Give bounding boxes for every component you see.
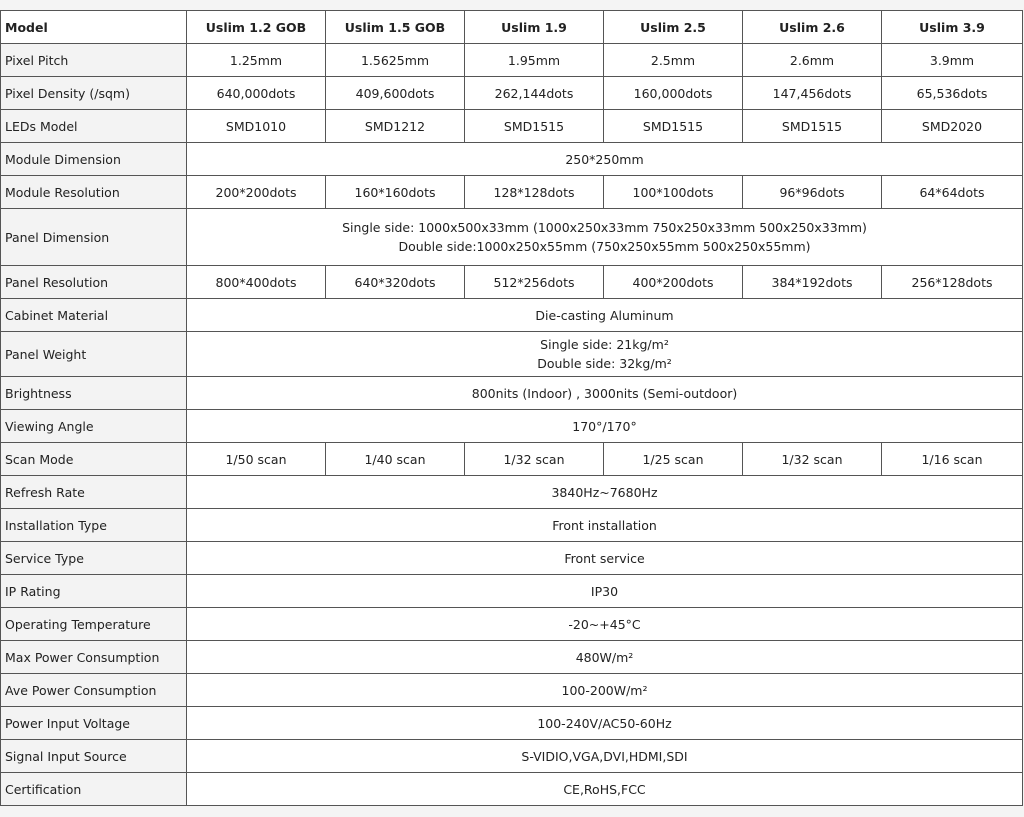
- spec-table-body: [1, 44, 1023, 806]
- spanned-value-cell: [187, 575, 1023, 608]
- spanned-value-cell: [187, 377, 1023, 410]
- value-line: Single side: 1000x500x33mm (1000x250x33mm 750x250x33mm 500x250x33mm): [342, 220, 867, 235]
- value-cell: 128*128dots: [465, 176, 604, 209]
- header-cell: Model: [1, 11, 187, 44]
- row-label: Brightness: [1, 377, 187, 410]
- table-row: [1, 674, 1023, 707]
- spanned-value-cell: [187, 740, 1023, 773]
- table-row: [1, 143, 1023, 176]
- row-label: Signal Input Source: [1, 740, 187, 773]
- row-label: Ave Power Consumption: [1, 674, 187, 707]
- value-cell: 409,600dots: [326, 77, 465, 110]
- spanned-value-cell: [187, 773, 1023, 806]
- row-label: Module Resolution: [1, 176, 187, 209]
- value-line: S-VIDIO,VGA,DVI,HDMI,SDI: [521, 748, 688, 764]
- table-row: [1, 299, 1023, 332]
- value-cell: 384*192dots: [743, 266, 882, 299]
- value-cell: 2.6mm: [743, 44, 882, 77]
- value-cell: 1.95mm: [465, 44, 604, 77]
- value-line: Double side:1000x250x55mm (750x250x55mm 500x250x55mm): [398, 239, 811, 254]
- value-cell: 200*200dots: [187, 176, 326, 209]
- row-label: LEDs Model: [1, 110, 187, 143]
- table-row: [1, 209, 1023, 266]
- spec-table: [0, 10, 1023, 806]
- header-cell: Uslim 1.9: [465, 11, 604, 44]
- row-label: Max Power Consumption: [1, 641, 187, 674]
- table-row: [1, 575, 1023, 608]
- value-cell: 640*320dots: [326, 266, 465, 299]
- spanned-value-cell: [187, 674, 1023, 707]
- spanned-value-cell: [187, 608, 1023, 641]
- value-line: 250*250mm: [565, 151, 644, 167]
- value-line: Front service: [564, 550, 645, 566]
- table-row: [1, 641, 1023, 674]
- row-label: Panel Weight: [1, 332, 187, 377]
- row-label: Certification: [1, 773, 187, 806]
- row-label: Panel Dimension: [1, 209, 187, 266]
- value-cell: 1/25 scan: [604, 443, 743, 476]
- value-cell: 96*96dots: [743, 176, 882, 209]
- table-row: [1, 740, 1023, 773]
- value-cell: 256*128dots: [882, 266, 1023, 299]
- table-row: [1, 773, 1023, 806]
- value-cell: SMD1515: [743, 110, 882, 143]
- value-line: -20~+45°C: [568, 616, 641, 632]
- spanned-value-cell: [187, 509, 1023, 542]
- header-cell: Uslim 2.6: [743, 11, 882, 44]
- value-line: Double side: 32kg/m²: [537, 356, 672, 371]
- table-row: [1, 476, 1023, 509]
- row-label: Installation Type: [1, 509, 187, 542]
- table-row: [1, 332, 1023, 377]
- row-label: Service Type: [1, 542, 187, 575]
- row-label: Refresh Rate: [1, 476, 187, 509]
- value-cell: 64*64dots: [882, 176, 1023, 209]
- value-line: 480W/m²: [575, 649, 634, 665]
- table-row: [1, 176, 1023, 209]
- value-line: IP30: [590, 583, 619, 599]
- header-cell: Uslim 1.5 GOB: [326, 11, 465, 44]
- value-cell: 1/32 scan: [743, 443, 882, 476]
- table-row: [1, 110, 1023, 143]
- row-label: Operating Temperature: [1, 608, 187, 641]
- row-label: Pixel Pitch: [1, 44, 187, 77]
- table-row: [1, 377, 1023, 410]
- spanned-value-cell: [187, 707, 1023, 740]
- row-label: IP Rating: [1, 575, 187, 608]
- value-line: Front installation: [552, 517, 657, 533]
- spanned-value-cell: [187, 332, 1023, 377]
- value-cell: 640,000dots: [187, 77, 326, 110]
- value-line: CE,RoHS,FCC: [563, 781, 646, 797]
- value-cell: SMD1515: [465, 110, 604, 143]
- row-label: Cabinet Material: [1, 299, 187, 332]
- value-cell: 512*256dots: [465, 266, 604, 299]
- table-row: [1, 266, 1023, 299]
- table-row: [1, 608, 1023, 641]
- header-row: [1, 11, 1023, 44]
- value-cell: SMD1010: [187, 110, 326, 143]
- value-line: 100-200W/m²: [561, 682, 648, 698]
- spanned-value-cell: [187, 143, 1023, 176]
- value-cell: 1/32 scan: [465, 443, 604, 476]
- header-cell: Uslim 1.2 GOB: [187, 11, 326, 44]
- row-label: Viewing Angle: [1, 410, 187, 443]
- table-row: [1, 509, 1023, 542]
- value-cell: 1.25mm: [187, 44, 326, 77]
- value-line: Single side: 21kg/m²: [540, 337, 669, 352]
- row-label: Panel Resolution: [1, 266, 187, 299]
- table-row: [1, 443, 1023, 476]
- value-cell: 800*400dots: [187, 266, 326, 299]
- value-cell: 160,000dots: [604, 77, 743, 110]
- table-row: [1, 542, 1023, 575]
- value-cell: 1/40 scan: [326, 443, 465, 476]
- value-cell: SMD2020: [882, 110, 1023, 143]
- value-line: 3840Hz~7680Hz: [551, 484, 658, 500]
- value-cell: 262,144dots: [465, 77, 604, 110]
- header-cell: Uslim 3.9: [882, 11, 1023, 44]
- value-cell: 100*100dots: [604, 176, 743, 209]
- value-line: Die-casting Aluminum: [535, 307, 674, 323]
- row-label: Scan Mode: [1, 443, 187, 476]
- spanned-value-cell: [187, 410, 1023, 443]
- table-row: [1, 707, 1023, 740]
- value-line: 800nits (Indoor) , 3000nits (Semi-outdoor): [471, 385, 738, 401]
- value-line: 170°/170°: [572, 418, 637, 434]
- spanned-value-cell: [187, 299, 1023, 332]
- value-cell: 400*200dots: [604, 266, 743, 299]
- value-cell: 1/16 scan: [882, 443, 1023, 476]
- value-cell: 147,456dots: [743, 77, 882, 110]
- value-cell: 3.9mm: [882, 44, 1023, 77]
- value-cell: 2.5mm: [604, 44, 743, 77]
- row-label: Module Dimension: [1, 143, 187, 176]
- spanned-value-cell: [187, 542, 1023, 575]
- header-cell: Uslim 2.5: [604, 11, 743, 44]
- table-row: [1, 410, 1023, 443]
- table-row: [1, 77, 1023, 110]
- spec-table-container: [0, 10, 1022, 806]
- row-label: Pixel Density (/sqm): [1, 77, 187, 110]
- value-cell: 65,536dots: [882, 77, 1023, 110]
- row-label: Power Input Voltage: [1, 707, 187, 740]
- value-cell: SMD1515: [604, 110, 743, 143]
- spanned-value-cell: [187, 209, 1023, 266]
- value-line: 100-240V/AC50-60Hz: [537, 715, 672, 731]
- table-row: [1, 44, 1023, 77]
- value-cell: 1/50 scan: [187, 443, 326, 476]
- value-cell: SMD1212: [326, 110, 465, 143]
- spanned-value-cell: [187, 476, 1023, 509]
- value-cell: 1.5625mm: [326, 44, 465, 77]
- spanned-value-cell: [187, 641, 1023, 674]
- value-cell: 160*160dots: [326, 176, 465, 209]
